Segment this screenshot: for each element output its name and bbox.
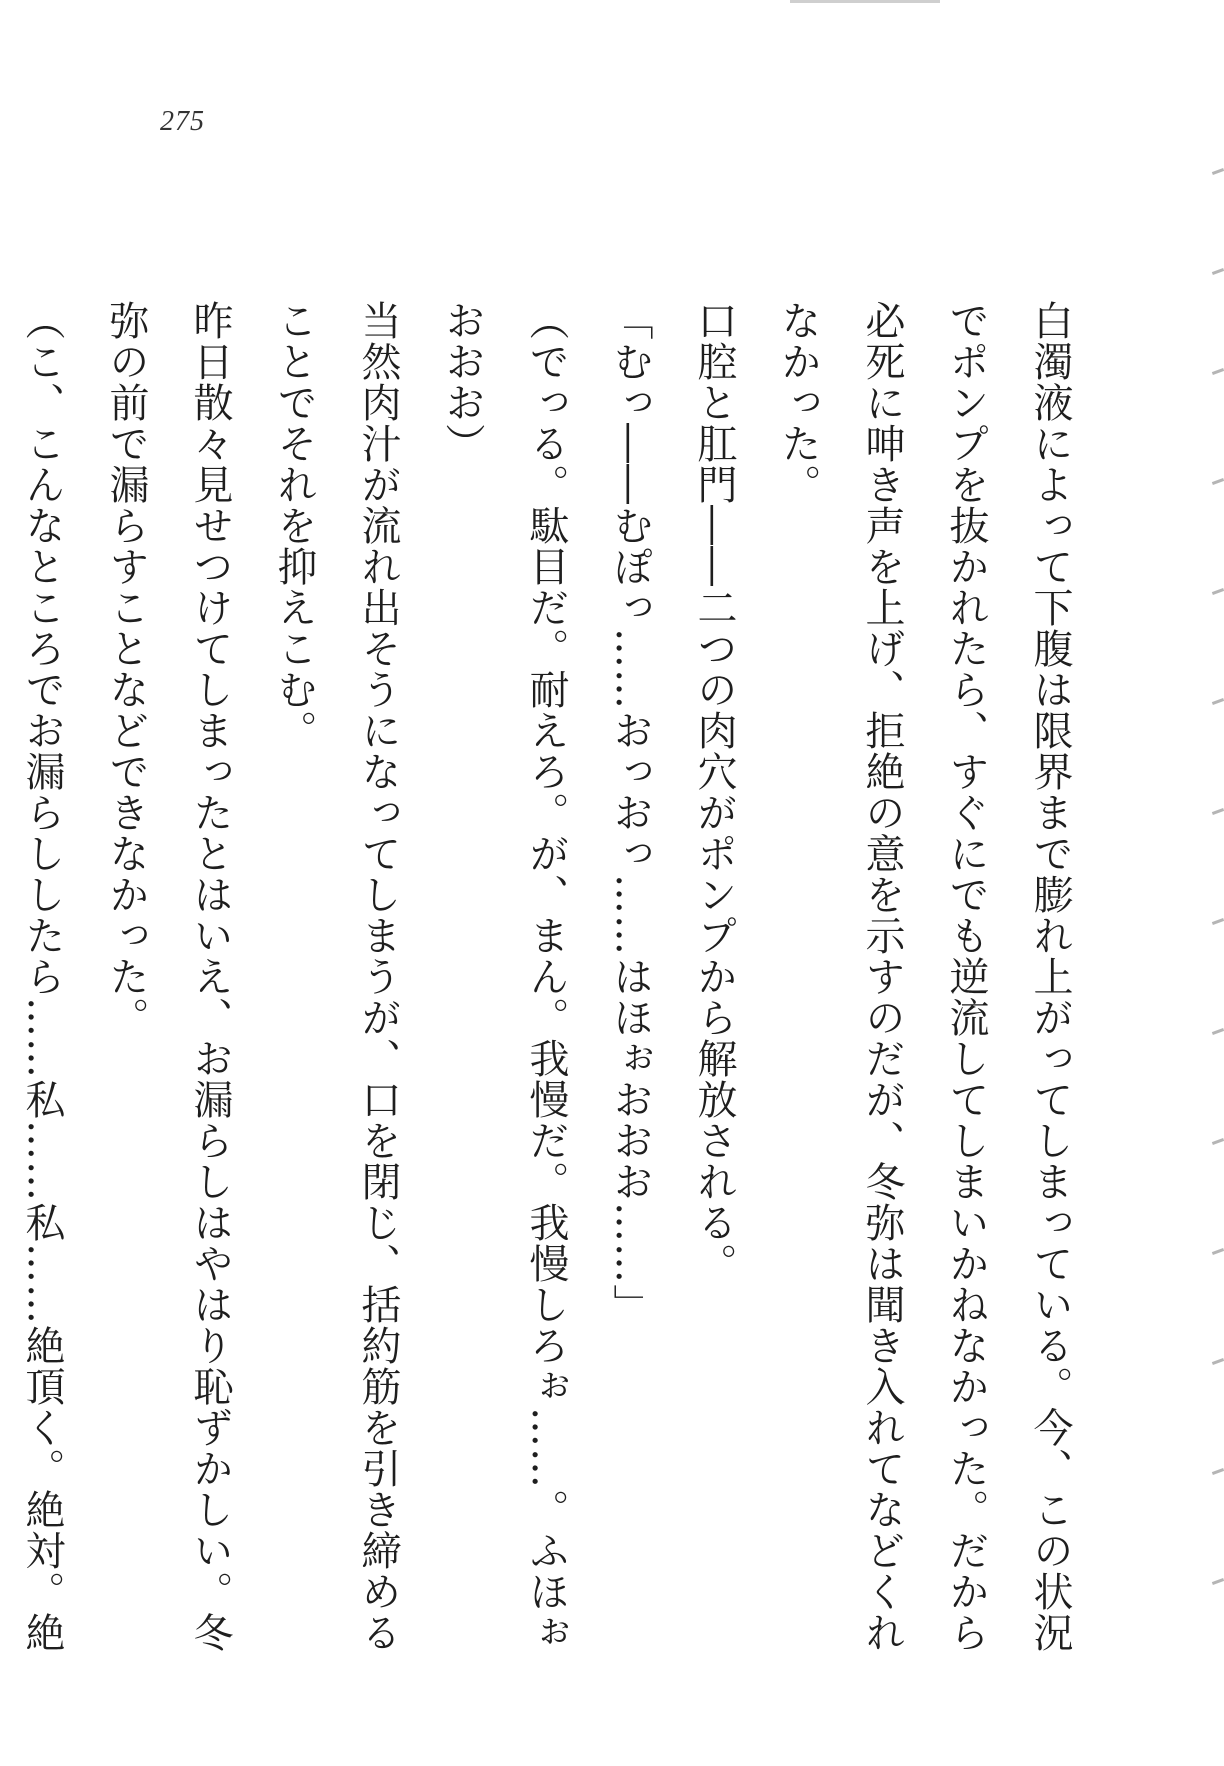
- edge-mark: [1212, 588, 1224, 595]
- edge-mark: [1212, 1138, 1224, 1145]
- edge-mark: [1212, 1248, 1224, 1255]
- paragraph: （こ、こんなところでお漏らししたら……私……私……絶頂く。絶対。絶: [19, 300, 65, 1653]
- edge-mark: [1212, 368, 1224, 375]
- edge-mark: [1212, 1468, 1224, 1475]
- paragraph: （でっる。駄目だ。耐えろ。が、まん。我慢だ。我慢しろぉ……。ふほぉおおお）: [439, 300, 569, 1653]
- edge-mark: [1212, 268, 1224, 275]
- paragraph: 「むっ――むぽっ……おっおっ……はほぉおおお……」: [607, 300, 653, 1325]
- page-number: 275: [160, 106, 205, 137]
- edge-mark: [1212, 478, 1224, 485]
- paragraph: 当然肉汁が流れ出そうになってしまうが、口を閉じ、括約筋を引き締めることでそれを抑えこむ。: [271, 300, 401, 1653]
- top-rule: [790, 0, 940, 3]
- edge-mark: [1212, 1358, 1224, 1365]
- scan-edge-marks: [1210, 150, 1224, 1650]
- edge-mark: [1212, 698, 1224, 705]
- paragraph: 口腔と肛門――二つの肉穴がポンプから解放される。: [691, 300, 737, 1284]
- edge-mark: [1212, 168, 1224, 175]
- edge-mark: [1212, 808, 1224, 815]
- body-text: [19, 300, 1092, 1670]
- paragraph: 昨日散々見せつけてしまったとはいえ、お漏らしはやはり恥ずかしい。冬弥の前で漏らすことなどできなかった。: [103, 300, 233, 1653]
- paragraph: 白濁液によって下腹は限界まで膨れ上がってしまっている。今、この状況でポンプを抜かれたら、すぐにでも逆流してしまいかねなかった。だから必死に呻き声を上げ、拒絶の意を示すのだが、冬弥は聞き入れてなどくれなかった。: [775, 300, 1073, 1653]
- edge-mark: [1212, 918, 1224, 925]
- edge-mark: [1212, 1578, 1224, 1585]
- edge-mark: [1212, 1028, 1224, 1035]
